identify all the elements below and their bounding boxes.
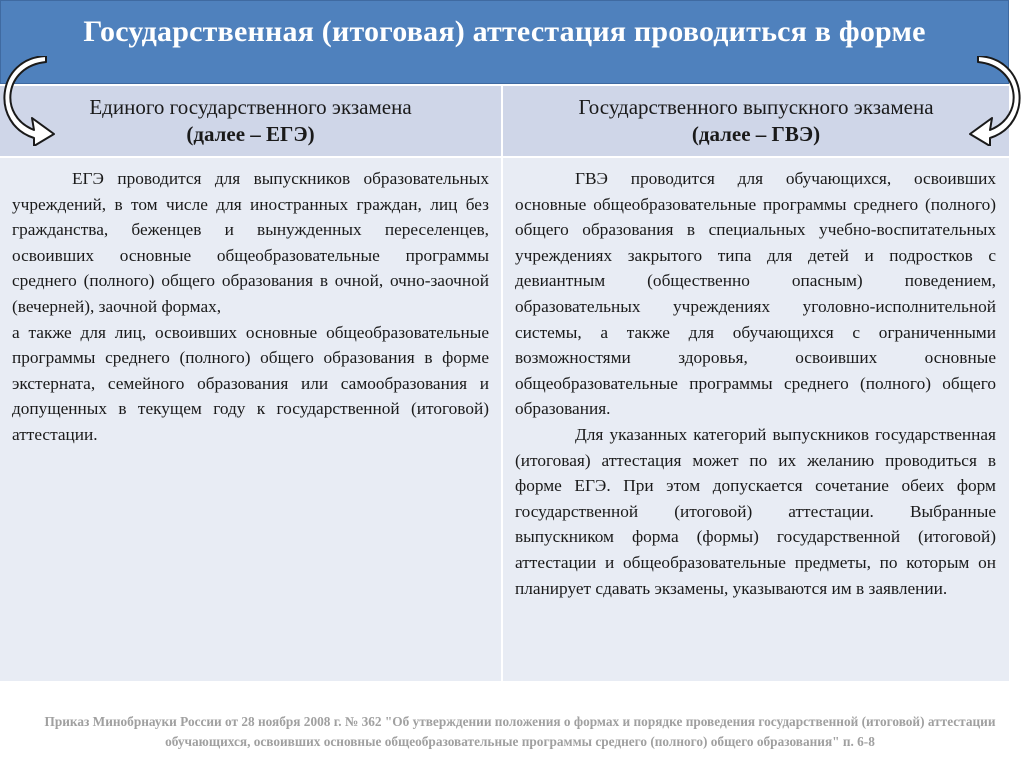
- footer-citation: Приказ Минобрнауки России от 28 ноября 2008 г. № 362 "Об утверждении положения о формах и порядке проведения государственной (итоговой) аттестации обучающихся, освоивших основные общеобразовательные программы среднего (полного) общего образования" п. 6-8: [44, 714, 996, 749]
- column-header-ege-line1: Единого государственного экзамена: [89, 95, 412, 119]
- title-bar: [0, 0, 1009, 84]
- column-header-gve: [503, 86, 1009, 156]
- column-header-ege-line2: (далее – ЕГЭ): [186, 122, 315, 146]
- column-body-ege: [0, 158, 501, 681]
- ege-paragraph-2: а также для лиц, освоивших основные общеобразовательные программы среднего (полного) общего образования в форме экстерната, семейного образования или самообразования и допущенных в текущем году к государственной (итоговой) аттестации.: [12, 322, 489, 444]
- gve-paragraph-2: Для указанных категорий выпускников государственная (итоговая) аттестация может по их желанию проводиться в форме ЕГЭ. При этом допускается сочетание обеих форм государственной (итоговой) аттестации. Выбранные выпускником форма (формы) государственной (итоговой) аттестации и общеобразовательные предметы, по которым он планирует сдавать экзамены, указываются им в заявлении.: [515, 424, 996, 598]
- column-header-ege: [0, 86, 501, 156]
- column-header-gve-line2: (далее – ГВЭ): [691, 122, 821, 146]
- curved-arrow-left-icon: [0, 56, 66, 146]
- curved-arrow-right-icon: [958, 56, 1024, 146]
- column-body-gve: [503, 158, 1009, 681]
- ege-paragraph-1: ЕГЭ проводится для выпускников образовательных учреждений, в том числе для иностранных граждан, лиц без гражданства, беженцев и вынужденных переселенцев, освоивших основные общеобразовательные программы среднего (полного) общего образования в очной, очно-заочной (вечерней), заочной формах,: [12, 169, 489, 316]
- gve-paragraph-1: ГВЭ проводится для обучающихся, освоивших основные общеобразовательные программы среднего (полного) общего образования в специальных учебно-воспитательных учреждениях закрытого типа для детей и подростков с девиантным (общественно опасным) поведением, образовательных учреждениях уголовно-исполнительной системы, а также для обучающихся с ограниченными возможностями здоровья, освоивших основные общеобразовательные программы среднего (полного) общего образования.: [515, 169, 996, 419]
- column-header-gve-line1: Государственного выпускного экзамена: [578, 95, 934, 119]
- slide-title: Государственная (итоговая) аттестация проводиться в форме: [83, 15, 926, 48]
